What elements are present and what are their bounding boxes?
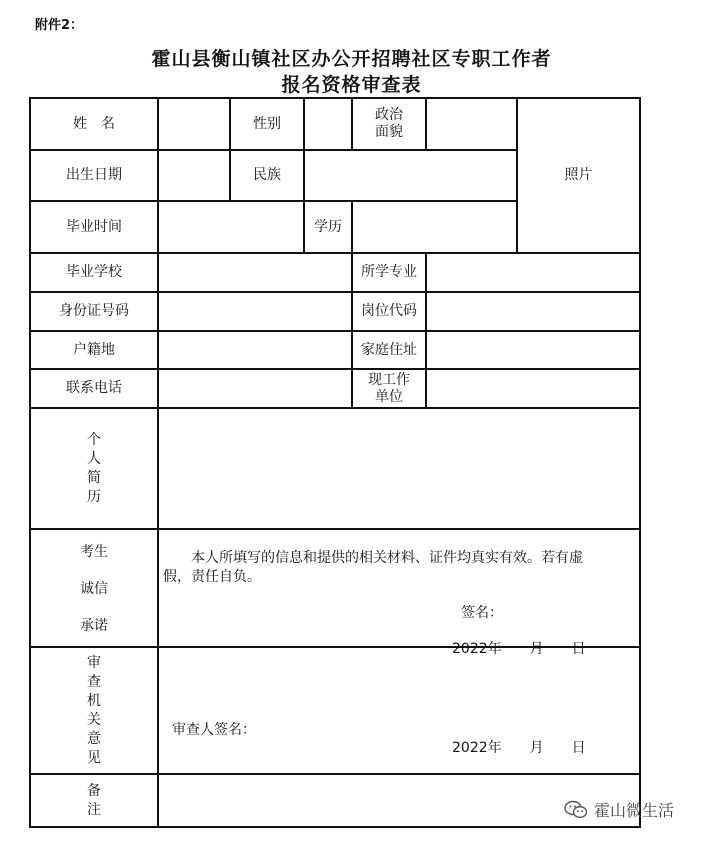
review-char: 查 <box>87 673 101 690</box>
work-unit-field[interactable] <box>427 370 639 407</box>
review-char: 机 <box>87 692 101 709</box>
political-status-label <box>353 99 425 149</box>
hukou-field[interactable] <box>159 332 351 368</box>
political-status-label-line2: 面貌 <box>375 124 403 140</box>
remarks-char: 注 <box>87 801 101 818</box>
remarks-char: 备 <box>87 782 101 799</box>
phone-label: 联系电话 <box>66 380 122 396</box>
pledge-label-line1: 考生 <box>80 543 108 560</box>
work-unit-label-line2: 单位 <box>375 388 403 405</box>
major-label: 所学专业 <box>361 264 417 280</box>
work-unit-label-line1: 现工作 <box>368 371 410 388</box>
review-char: 见 <box>87 749 101 766</box>
attachment-label: 附件2： <box>35 18 84 33</box>
id-number-label: 身份证号码 <box>59 303 129 319</box>
form-title: 霍山县衡山镇社区办公开招聘社区专职工作者 <box>151 48 552 70</box>
school-field[interactable] <box>159 254 351 291</box>
graduation-time-label: 毕业时间 <box>66 218 122 235</box>
remarks-label <box>31 775 157 826</box>
resume-char: 简 <box>87 469 101 486</box>
review-char: 意 <box>87 730 101 747</box>
watermark <box>564 798 674 821</box>
pledge-label-line2: 诚信 <box>80 580 108 597</box>
gender-label: 性别 <box>253 115 281 132</box>
home-address-label: 家庭住址 <box>361 341 417 358</box>
education-field[interactable] <box>353 202 516 252</box>
pledge-date: 2022年 月 日 <box>452 641 586 657</box>
resume-char: 历 <box>87 488 101 505</box>
political-status-field[interactable] <box>427 99 516 149</box>
pledge-label-line3: 承诺 <box>80 617 108 634</box>
position-code-label: 岗位代码 <box>361 303 417 319</box>
work-unit-label <box>353 370 425 407</box>
pledge-signature: 签名： <box>461 605 503 621</box>
birth-date-label: 出生日期 <box>66 167 122 183</box>
resume-field[interactable] <box>159 409 639 528</box>
id-number-field[interactable] <box>159 293 351 330</box>
pledge-text-line2: 假，责任自负。 <box>163 569 261 585</box>
review-label <box>31 648 157 773</box>
ethnicity-field[interactable] <box>305 151 516 200</box>
name-label: 姓 名 <box>73 115 115 132</box>
graduation-time-field[interactable] <box>159 202 303 252</box>
birth-date-field[interactable] <box>159 151 229 200</box>
ethnicity-label: 民族 <box>253 167 281 183</box>
hukou-label: 户籍地 <box>73 341 115 358</box>
review-date: 2022年 月 日 <box>452 740 586 756</box>
phone-field[interactable] <box>159 370 351 407</box>
resume-label <box>31 409 157 528</box>
position-code-field[interactable] <box>427 293 639 330</box>
gender-field[interactable] <box>305 99 351 149</box>
school-label: 毕业学校 <box>66 264 122 280</box>
name-field[interactable] <box>159 99 229 149</box>
wechat-icon <box>564 800 588 820</box>
review-char: 审 <box>87 654 101 671</box>
pledge-text-line1: 本人所填写的信息和提供的相关材料、证件均真实有效。若有虚 <box>191 550 583 566</box>
table-rule <box>29 528 641 530</box>
education-label: 学历 <box>314 218 342 235</box>
major-field[interactable] <box>427 254 639 291</box>
home-address-field[interactable] <box>427 332 639 368</box>
watermark-text: 霍山微生活 <box>594 801 675 820</box>
table-rule <box>639 97 641 828</box>
review-char: 关 <box>87 711 101 728</box>
pledge-date-clip <box>452 634 632 657</box>
photo-box[interactable]: 照片 <box>564 167 593 183</box>
form-subtitle: 报名资格审查表 <box>281 74 422 96</box>
political-status-label-line1: 政治 <box>375 107 403 123</box>
resume-char: 人 <box>87 450 101 467</box>
resume-char: 个 <box>87 431 101 448</box>
reviewer-signature: 审查人签名： <box>172 722 256 738</box>
table-rule <box>29 826 641 828</box>
